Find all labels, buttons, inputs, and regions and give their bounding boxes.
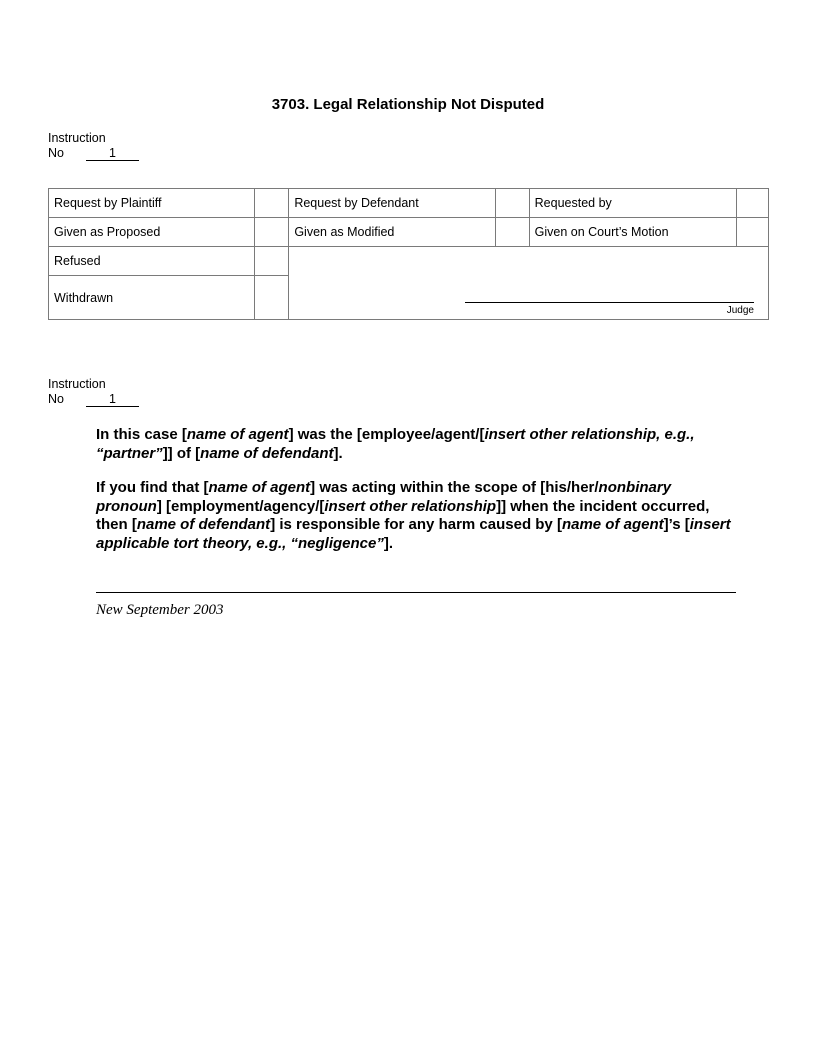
instruction-number-row [48,146,139,161]
request-status-table [48,188,769,320]
given-as-proposed-label: Given as Proposed [49,218,255,247]
requested-by-label: Requested by [529,189,736,218]
instruction-no-value: 1 [86,147,139,161]
text-run-italic: nonbinary pronoun [96,479,672,515]
instruction-paragraph-1 [96,426,736,463]
text-run-italic: name of agent [186,426,289,443]
text-run: ]. [383,534,394,552]
text-run-italic: insert other relationship [324,497,497,515]
instruction-no-label: No [48,146,64,160]
instruction-number-row [48,392,139,407]
judge-signature-line[interactable] [465,302,754,303]
given-as-proposed-checkbox[interactable] [255,218,289,247]
text-run: ] is responsible for any harm caused by [ [270,516,562,533]
text-run-italic: name of agent [208,479,311,496]
request-by-plaintiff-checkbox[interactable] [255,189,289,218]
footer-divider [96,592,736,593]
text-run: ]’s [ [663,516,690,533]
text-run: ] was acting within the scope of [his/her/ [310,479,599,496]
text-run: ]] when the incident occurred, then [ [96,497,710,533]
text-run-italic: insert applicable tort theory, e.g., “negligence” [96,516,731,552]
text-run-italic: name of defendant [136,516,271,533]
page-title: 3703. Legal Relationship Not Disputed [271,96,545,113]
text-run: ]] of [ [162,444,201,462]
text-run: ]. [333,444,343,462]
given-as-modified-label: Given as Modified [289,218,495,247]
text-run: ] was the [employee/agent/[ [288,426,485,443]
instruction-body [96,426,736,569]
withdrawn-checkbox[interactable] [255,276,289,320]
text-run-italic: name of agent [561,516,664,533]
request-by-defendant-label: Request by Defendant [289,189,495,218]
given-on-courts-motion-label: Given on Court’s Motion [529,218,736,247]
text-run-italic: insert other relationship, e.g., “partner” [96,426,695,462]
given-on-courts-motion-checkbox[interactable] [736,218,768,247]
instruction-no-label: No [48,392,64,406]
instruction-paragraph-2 [96,479,736,553]
instruction-no-value: 1 [86,393,139,407]
refused-label: Refused [49,247,255,276]
request-by-plaintiff-label: Request by Plaintiff [49,189,255,218]
instruction-label: Instruction [48,377,106,391]
judge-label: Judge [726,305,754,316]
refused-checkbox[interactable] [255,247,289,276]
text-run: If you find that [ [96,479,209,496]
given-as-modified-checkbox[interactable] [495,218,529,247]
text-run: ] [employment/agency/[ [156,497,325,515]
withdrawn-label: Withdrawn [49,276,255,320]
history-note: New September 2003 [96,602,224,618]
request-by-defendant-checkbox[interactable] [495,189,529,218]
instruction-block-bottom [48,377,139,407]
requested-by-checkbox[interactable] [736,189,768,218]
text-run-italic: name of defendant [200,444,334,462]
judge-signature-area [289,247,769,320]
instruction-label: Instruction [48,131,106,145]
instruction-block-top [48,131,139,161]
text-run: In this case [ [96,426,187,443]
